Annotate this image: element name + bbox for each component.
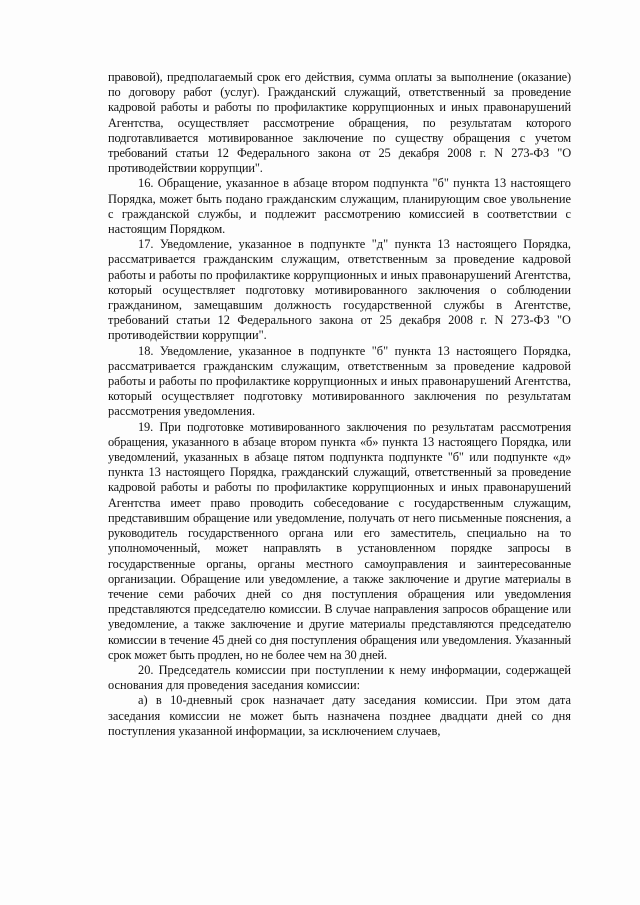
paragraph-20-a: а) в 10-дневный срок назначает дату заседания комиссии. При этом дата заседания комиссии не может быть назначена позднее двадцати дней со дня поступления указанной информации, за исключением случаев, xyxy=(108,693,571,738)
paragraph-19: 19. При подготовке мотивированного заключения по результатам рассмотрения обращения, указанного в абзаце втором пункта «б» пункта 13 настоящего Порядка, или уведомлений, указанных в абзаце пятом подпункта подпункте "б" или подпункте «д» пункта 13 настоящего Порядка, гражданский служащий, ответственный за проведение кадровой работы и работы по профилактике коррупционных и иных правонарушений Агентства имеет право проводить собеседование с государственным служащим, представившим обращение или уведомление, получать от него письменные пояснения, а руководитель государственного органа или его заместитель, специально на то уполномоченный, может направлять в установленном порядке запросы в государственные органы, органы местного самоуправления и заинтересованные организации. Обращение или уведомление, а также заключение и другие материалы в течение семи рабочих дней со дня поступления обращения или уведомления представляются председателю комиссии. В случае направления запросов обращение или уведомление, а также заключение и другие материалы представляются председателю комиссии в течение 45 дней со дня поступления обращения или уведомления. Указанный срок может быть продлен, но не более чем на 30 дней. xyxy=(108,419,571,662)
document-body xyxy=(108,70,571,739)
paragraph-18: 18. Уведомление, указанное в подпункте "б" пункта 13 настоящего Порядка, рассматривается гражданским служащим, ответственным за проведение кадровой работы и работы по профилактике коррупционных и иных правонарушений Агентства, который осуществляет подготовку мотивированного заключения по результатам рассмотрения уведомления. xyxy=(108,343,571,419)
paragraph-16: 16. Обращение, указанное в абзаце втором подпункта "б" пункта 13 настоящего Порядка, может быть подано гражданским служащим, планирующим свое увольнение с гражданской службы, и подлежит рассмотрению комиссией в соответствии с настоящим Порядком. xyxy=(108,176,571,237)
paragraph-17: 17. Уведомление, указанное в подпункте "д" пункта 13 настоящего Порядка, рассматривается гражданским служащим, ответственным за проведение кадровой работы и работы по профилактике коррупционных и иных правонарушений Агентства, который осуществляет подготовку мотивированного заключения о соблюдении гражданином, замещавшим должность государственной службы в Агентстве, требований статьи 12 Федерального закона от 25 декабря 2008 г. N 273-ФЗ "О противодействии коррупции". xyxy=(108,237,571,343)
paragraph-15-continuation: правовой), предполагаемый срок его действия, сумма оплаты за выполнение (оказание) по договору работ (услуг). Гражданский служащий, ответственный за проведение кадровой работы и работы по профилактике коррупционных и иных правонарушений Агентства, осуществляет рассмотрение обращения, по результатам которого подготавливается мотивированное заключение по существу обращения с учетом требований статьи 12 Федерального закона от 25 декабря 2008 г. N 273-ФЗ "О противодействии коррупции". xyxy=(108,70,571,176)
paragraph-20: 20. Председатель комиссии при поступлении к нему информации, содержащей основания для проведения заседания комиссии: xyxy=(108,662,571,693)
